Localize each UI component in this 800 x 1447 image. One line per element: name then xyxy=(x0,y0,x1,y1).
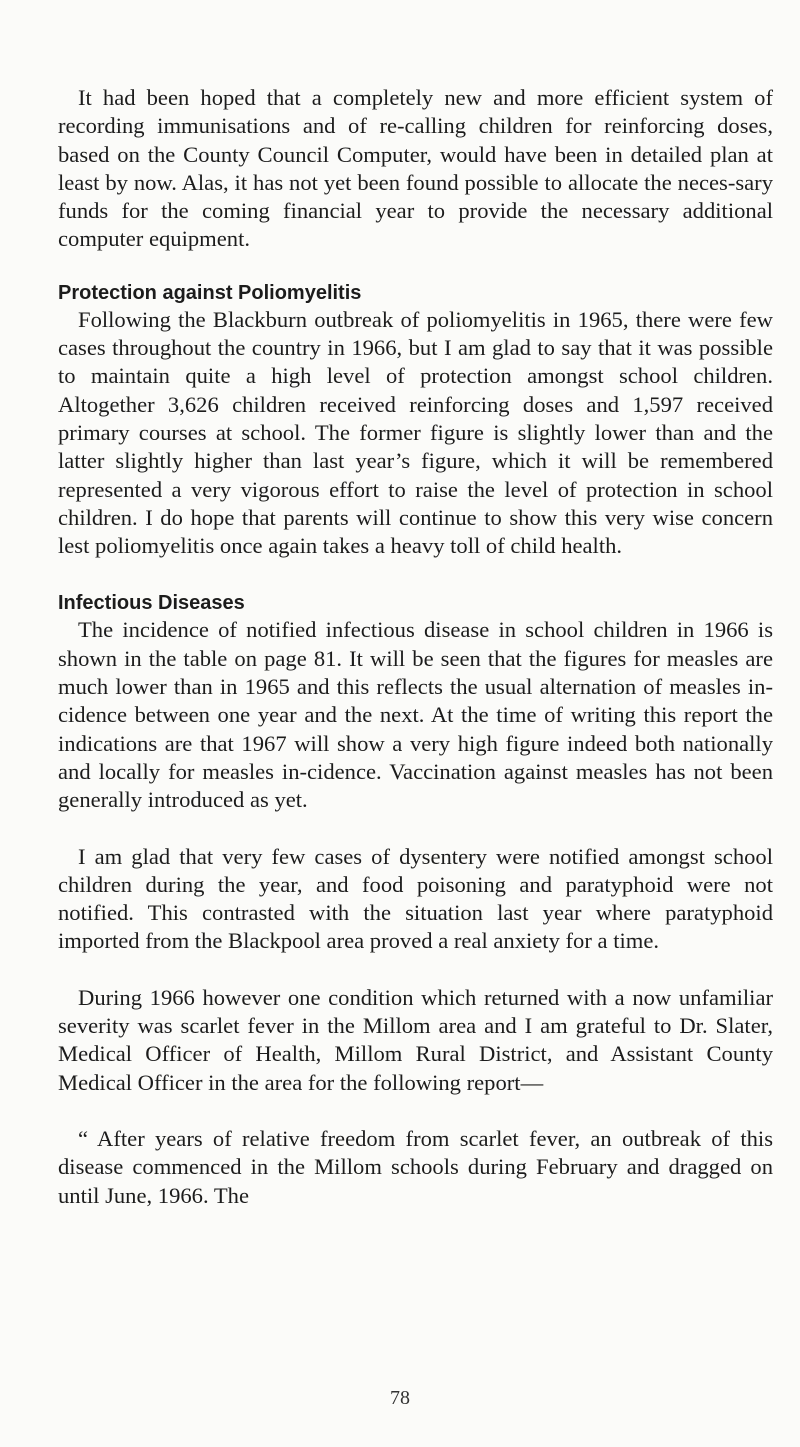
paragraph-poliomyelitis: Following the Blackburn outbreak of poliomyelitis in 1965, there were few cases throughout the country in 1966, but I am glad to say that it was possible to maintain quite a high level of protection amongst school children. Altogether 3,626 children received reinforcing doses and 1,597 received primary courses at school. The former figure is slightly lower than and the latter slightly higher than last year’s figure, which it will be remembered represented a very vigorous effort to raise the level of protection in school children. I do hope that parents will continue to show this very wise concern lest poliomyelitis once again takes a heavy toll of child health. xyxy=(58,306,773,559)
page-number: 78 xyxy=(390,1387,410,1409)
heading-poliomyelitis: Protection against Poliomyelitis xyxy=(58,281,362,304)
paragraph-measles: The incidence of notified infectious disease in school children in 1966 is shown in the table on page 81. It will be seen that the figures for measles are much lower than in 1965 and this reflects the usual alternation of measles in-cidence between one year and the next. At the time of writing this report the indications are that 1967 will show a very high figure indeed both nationally and locally for measles in-cidence. Vaccination against measles has not been generally introduced as yet. xyxy=(58,617,773,813)
paragraph-computer-system: It had been hoped that a completely new and more efficient system of recording immunisations and of re-calling children for reinforcing doses, based on the County Council Computer, would have been in detailed plan at least by now. Alas, it has not yet been found possible to allocate the neces-sary funds for the coming financial year to provide the necessary additional computer equipment. xyxy=(58,85,773,252)
paragraph-report-quote: “ After years of relative freedom from scarlet fever, an outbreak of this disease commenced in the Millom schools during February and dragged on until June, 1966. The xyxy=(58,1125,773,1208)
paragraph-scarlet-fever: During 1966 however one condition which returned with a now unfamiliar severity was scarlet fever in the Millom area and I am grateful to Dr. Slater, Medical Officer of Health, Millom Rural District, and Assistant County Medical Officer in the area for the following report— xyxy=(58,984,773,1095)
document-page xyxy=(58,84,773,1210)
heading-infectious-diseases: Infectious Diseases xyxy=(58,592,245,615)
paragraph-dysentery: I am glad that very few cases of dysentery were notified amongst school children during the year, and food poisoning and paratyphoid were not notified. This contrasted with the situation last year where paratyphoid imported from the Blackpool area proved a real anxiety for a time. xyxy=(58,843,773,954)
